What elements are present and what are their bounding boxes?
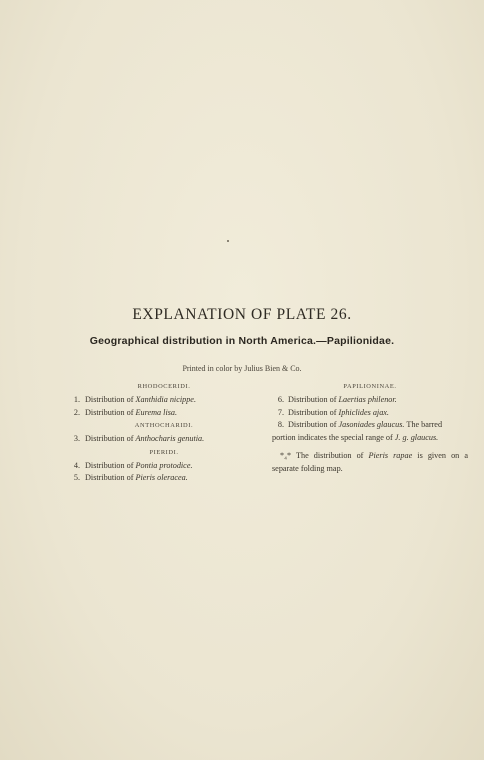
list-item-5 <box>68 472 246 485</box>
item-text: Distribution of Pontia protodice. <box>85 460 193 470</box>
item-text: Distribution of Eurema lisa. <box>85 407 178 417</box>
folding-map-note: *₄* The distribution of Pieris rapae is given on a separate folding map. <box>272 451 468 473</box>
printer-credit: Printed in color by Julius Bien & Co. <box>182 364 302 373</box>
item-number: 2. <box>73 407 80 417</box>
list-item-8-continuation: portion indicates the special range of J. g. glaucus. <box>272 432 439 442</box>
list-item-3 <box>68 433 246 446</box>
item-text: Distribution of Pieris oleracea. <box>85 473 188 482</box>
asterism-mark: *₄* <box>280 451 292 460</box>
ink-speck <box>227 240 229 242</box>
item-number: 5. <box>73 473 80 482</box>
plate-subtitle: Geographical distribution in North America.—Papilionidae. <box>89 335 395 347</box>
item-number: 1. <box>73 395 80 404</box>
list-item-8 <box>272 419 468 432</box>
item-number: 6. <box>277 395 284 404</box>
plate-title: EXPLANATION OF PLATE 26. <box>132 306 352 323</box>
group-heading-pieridi: PIERIDI. <box>149 448 179 456</box>
group-heading-rhodoceridi: RHODOCERIDI. <box>137 383 191 390</box>
list-item-2 <box>68 407 246 420</box>
right-column <box>272 380 468 475</box>
list-item-4 <box>68 460 246 473</box>
item-text: Distribution of Jasoniades glaucus. The barred <box>288 420 443 429</box>
item-text: Distribution of Iphiclides ajax. <box>288 407 389 417</box>
item-text: Distribution of Laertias philenor. <box>288 395 397 404</box>
group-heading-anthocharidi: ANTHOCHARIDI. <box>134 422 194 429</box>
group-heading-papilioninae: PAPILIONINAE. <box>343 383 397 390</box>
list-item-1 <box>68 394 246 407</box>
item-number: 4. <box>73 460 80 470</box>
item-number: 7. <box>277 407 284 417</box>
list-item-7 <box>272 407 468 420</box>
item-text: Distribution of Xanthidia nicippe. <box>85 395 196 404</box>
item-number: 8. <box>277 420 284 429</box>
item-text: Distribution of Anthocharis genutia. <box>85 434 205 443</box>
left-column <box>68 380 246 485</box>
list-item-6 <box>272 394 468 407</box>
item-number: 3. <box>73 434 80 443</box>
